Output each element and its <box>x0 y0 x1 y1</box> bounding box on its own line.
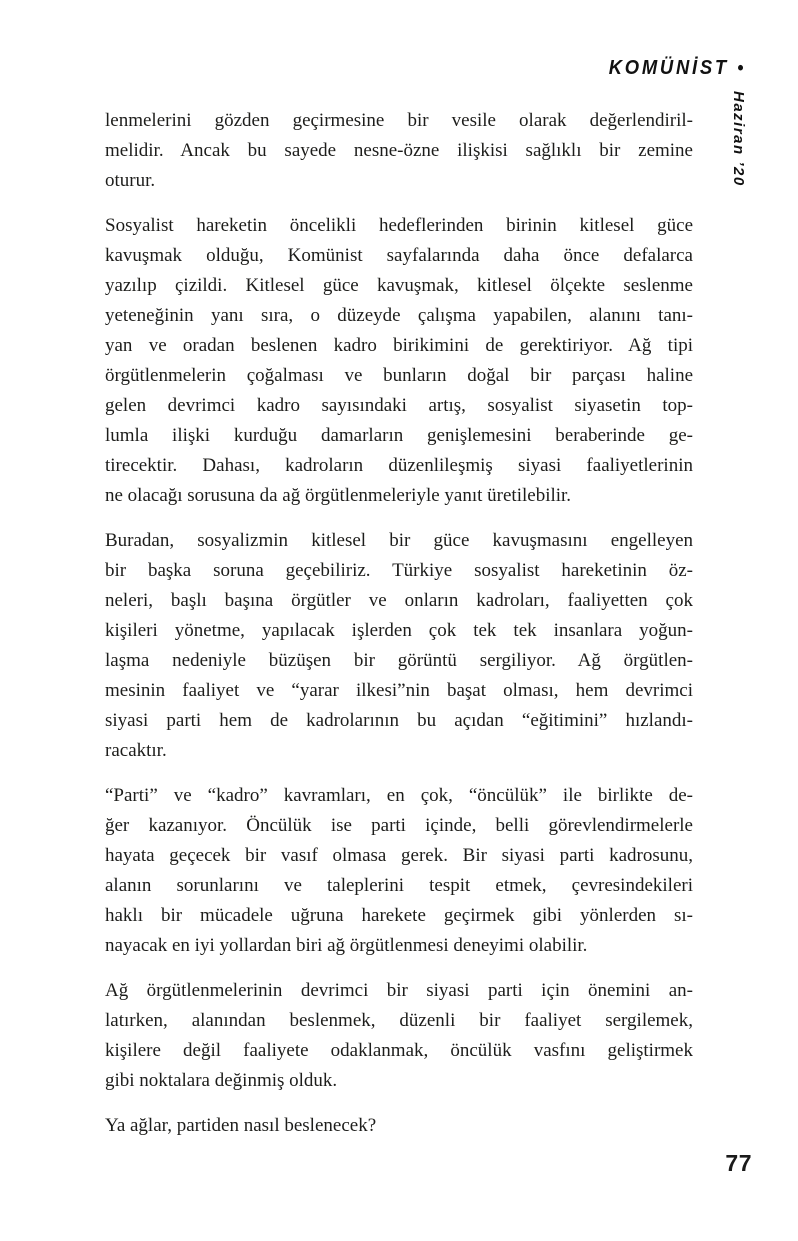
text-line: siyasi parti hem de kadrolarının bu açıdan “eğitimini” hızlandı- <box>105 710 693 731</box>
text-line: neleri, başlı başına örgütler ve onların kadroları, faaliyetten çok <box>105 590 693 611</box>
text-line: Sosyalist hareketin öncelikli hedeflerinden birinin kitlesel güce <box>105 215 693 236</box>
text-line: kişileri yönetme, yapılacak işlerden çok tek tek insanlara yoğun- <box>105 620 693 641</box>
paragraph <box>105 976 693 1096</box>
paragraph <box>105 781 693 961</box>
text-line: bir başka soruna geçebiliriz. Türkiye sosyalist hareketinin öz- <box>105 560 693 581</box>
paragraph <box>105 106 693 196</box>
text-line: racaktır. <box>105 740 167 761</box>
journal-title: KOMÜNİST <box>608 57 729 79</box>
text-line: hayata geçecek bir vasıf olmasa gerek. Bir siyasi parti kadrosunu, <box>105 845 693 866</box>
text-line: tirecektir. Dahası, kadroların düzenlileşmiş siyasi faaliyetlerinin <box>105 455 693 476</box>
text-line: ğer kazanıyor. Öncülük ise parti içinde, belli görevlendirmelerle <box>105 815 693 836</box>
text-line: alanın sorunlarını ve taleplerini tespit etmek, çevresindekileri <box>105 875 693 896</box>
text-line: Ağ örgütlenmelerinin devrimci bir siyasi parti için önemini an- <box>105 980 693 1001</box>
text-line: ne olacağı sorusuna da ağ örgütlenmeleriyle yanıt üretilebilir. <box>105 485 572 506</box>
text-line: laşma nedeniyle büzüşen bir görüntü sergiliyor. Ağ örgütlen- <box>105 650 693 671</box>
text-line: gelen devrimci kadro sayısındaki artış, sosyalist siyasetin top- <box>105 395 693 416</box>
text-line: mesinin faaliyet ve “yarar ilkesi”nin başat olması, hem devrimci <box>105 680 693 701</box>
text-line: Buradan, sosyalizmin kitlesel bir güce kavuşmasını engelleyen <box>105 530 693 551</box>
text-line: Ya ağlar, partiden nasıl beslenecek? <box>105 1115 377 1136</box>
page-body-text <box>105 106 693 1141</box>
text-line: yeteneğinin yanı sıra, o düzeyde çalışma yapabilen, alanını tanı- <box>105 305 693 326</box>
text-line: oturur. <box>105 170 156 191</box>
issue-date-vertical: Haziran ’20 <box>730 91 747 187</box>
running-head <box>608 57 743 80</box>
text-line: kişilere değil faaliyete odaklanmak, öncülük vasfını geliştirmek <box>105 1040 693 1061</box>
text-line: latırken, alanından beslenmek, düzenli bir faaliyet sergilemek, <box>105 1010 693 1031</box>
text-line: lumla ilişki kurduğu damarların genişlemesini beraberinde ge- <box>105 425 693 446</box>
text-line: örgütlenmelerin çoğalması ve bunların doğal bir parçası haline <box>105 365 693 386</box>
bullet-icon: • <box>736 58 743 79</box>
paragraph <box>105 526 693 766</box>
text-line: melidir. Ancak bu sayede nesne-özne ilişkisi sağlıklı bir zemine <box>105 140 693 161</box>
text-line: yan ve oradan beslenen kadro birikimini de gerektiriyor. Ağ tipi <box>105 335 693 356</box>
page-number: 77 <box>725 1150 752 1176</box>
text-line: kavuşmak olduğu, Komünist sayfalarında daha önce defalarca <box>105 245 693 266</box>
paragraph <box>105 211 693 511</box>
text-line: nayacak en iyi yollardan biri ağ örgütlenmesi deneyimi olabilir. <box>105 935 588 956</box>
text-line: “Parti” ve “kadro” kavramları, en çok, “öncülük” ile birlikte de- <box>105 785 693 806</box>
text-line: haklı bir mücadele uğruna harekete geçirmek gibi yönlerden sı- <box>105 905 693 926</box>
paragraph <box>105 1111 693 1141</box>
text-line: gibi noktalara değinmiş olduk. <box>105 1070 338 1091</box>
text-line: yazılıp çizildi. Kitlesel güce kavuşmak, kitlesel ölçekte seslenme <box>105 275 693 296</box>
text-line: lenmelerini gözden geçirmesine bir vesile olarak değerlendiril- <box>105 110 693 131</box>
